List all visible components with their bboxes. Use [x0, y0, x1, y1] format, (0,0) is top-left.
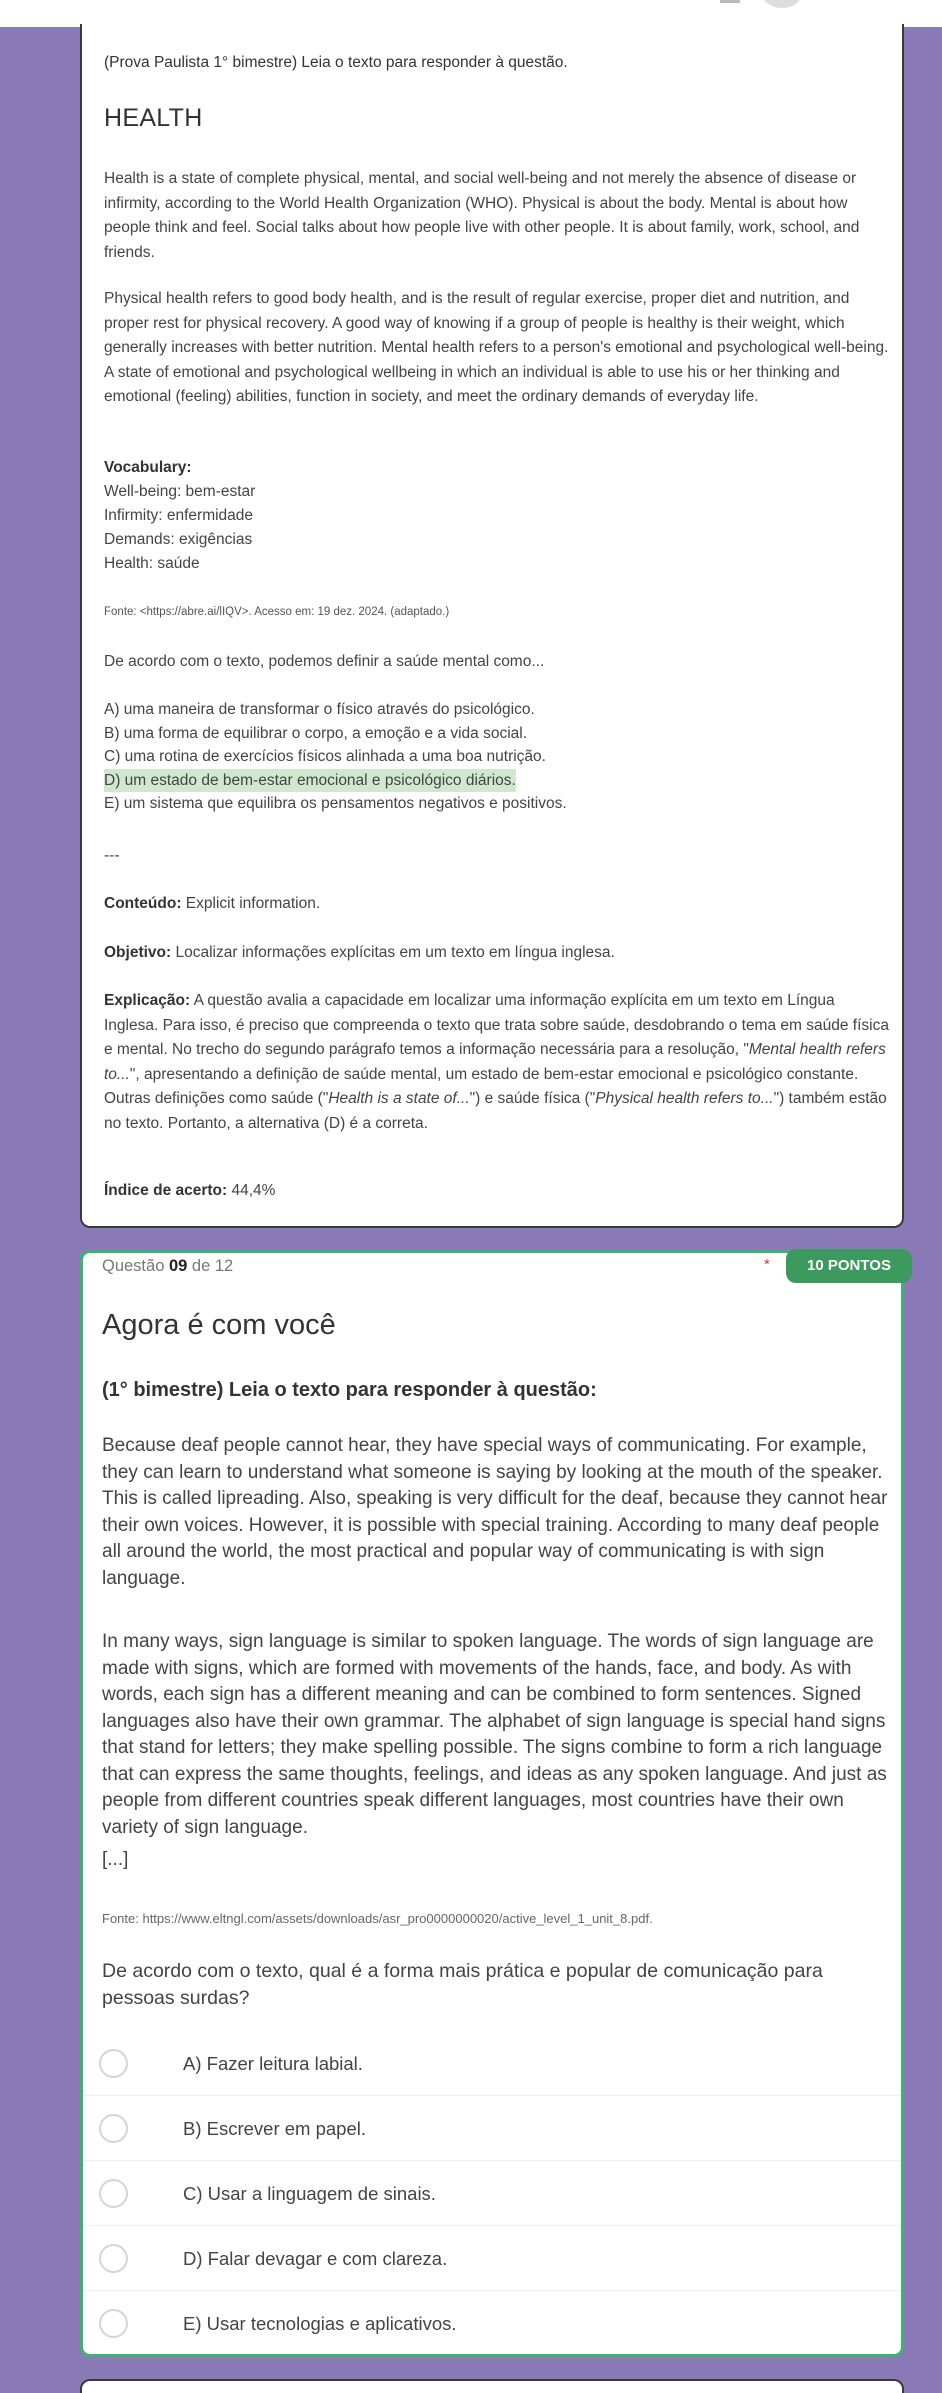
explanation-text: ") e saúde física (": [469, 1090, 596, 1107]
counter-prefix: Questão: [102, 1257, 169, 1275]
explanation-label: Explicação:: [104, 992, 191, 1009]
prev-question: De acordo com o texto, podemos definir a saúde mental como...: [104, 653, 545, 670]
radio-button[interactable]: [99, 2309, 128, 2338]
objective-value: Localizar informações explícitas em um texto em língua inglesa.: [171, 944, 615, 961]
content-line: [104, 892, 890, 917]
counter-number: 09: [168, 1257, 188, 1275]
counter-suffix: de 12: [187, 1257, 234, 1275]
answer-label: C) Usar a linguagem de sinais.: [183, 2183, 436, 2204]
vocabulary-item: Infirmity: enfermidade: [104, 507, 254, 524]
question-counter: [102, 1257, 233, 1276]
answer-label: D) Falar devagar e com clareza.: [183, 2248, 448, 2269]
answer-option-a[interactable]: [83, 2031, 901, 2096]
radio-button[interactable]: [99, 2244, 128, 2273]
answer-option-b[interactable]: [83, 2096, 901, 2161]
explanation-quote: Health is a state of...: [328, 1090, 470, 1107]
prev-source: Fonte: <https://abre.ai/lIQV>. Acesso em: 19 dez. 2024. (adaptado.): [104, 606, 450, 618]
vocabulary-list: [104, 456, 255, 576]
answer-option-d[interactable]: [83, 2226, 901, 2291]
required-mark: *: [764, 1256, 770, 1273]
explanation-text: ", apresentando a definição de saúde mental, um estado de bem-estar emocional e psicológico constante. Outras definições como saúde (": [104, 1065, 859, 1107]
explanation-text: A questão avalia a capacidade em localizar uma informação explícita em um texto em Língua Inglesa. Para isso, é preciso que compreenda o texto que trata sobre saúde, desdobrando o tema em saúde física e mental. No trecho do segundo parágrafo temos a informação necessária para a resolução, ": [104, 992, 889, 1058]
separator: ---: [104, 847, 120, 864]
vocabulary-item: Demands: exigências: [104, 531, 253, 548]
content-label: Conteúdo:: [104, 895, 182, 912]
prev-option-b: B) uma forma de equilibrar o corpo, a emoção e a vida social.: [104, 724, 528, 742]
explanation-quote: Mental health refers to...: [104, 1041, 886, 1083]
prev-paragraph-1: Health is a state of complete physical, mental, and social well-being and not merely the absence of disease or infirmity, according to the World Health Organization (WHO). Physical is about the body. Mental is about how people think and feel. Social talks about how people live with other people. It is about family, work, school, and friends.: [104, 170, 860, 261]
vocabulary-heading: Vocabulary:: [104, 459, 192, 476]
prev-heading: (Prova Paulista 1° bimestre) Leia o texto para responder à questão.: [104, 54, 568, 71]
prev-title: HEALTH: [104, 104, 203, 132]
accuracy-value: 44,4%: [227, 1182, 276, 1199]
question-paragraph-2: In many ways, sign language is similar to spoken language. The words of sign language are made with signs, which are formed with movements of the hands, face, and body. As with words, each sign has a different meaning and can be combined to form sentences. Signed languages also have their own grammar. The alphabet of sign language is special hand signs that stand for letters; they make spelling possible. The signs combine to form a rich language that can express the same thoughts, feelings, and ideas as any spoken language. And just as people from different countries speak different languages, most countries have their own variety of sign language.: [102, 1631, 887, 1838]
question-prompt: De acordo com o texto, qual é a forma mais prática e popular de comunicação para pessoas surdas?: [102, 1960, 823, 2009]
question-source: Fonte: https://www.eltngl.com/assets/downloads/asr_pro0000000020/active_level_1_unit_8.pdf.: [102, 1911, 653, 1926]
answer-label: A) Fazer leitura labial.: [183, 2053, 363, 2074]
accuracy-line: [104, 1179, 890, 1204]
menu-icon[interactable]: [720, 0, 740, 3]
current-question-card: [80, 1250, 904, 2357]
prev-option-a: A) uma maneira de transformar o físico através do psicológico.: [104, 701, 535, 718]
top-bar: [0, 0, 942, 27]
prev-option-c: C) uma rotina de exercícios físicos alinhada a uma boa nutrição.: [104, 748, 546, 765]
radio-button[interactable]: [99, 2179, 128, 2208]
radio-button[interactable]: [99, 2049, 128, 2078]
objective-label: Objetivo:: [104, 944, 172, 961]
vocabulary-item: Health: saúde: [104, 555, 200, 572]
content-value: Explicit information.: [181, 895, 321, 912]
explanation-quote: Physical health refers to...: [595, 1090, 774, 1107]
answer-label: E) Usar tecnologias e aplicativos.: [183, 2313, 457, 2334]
question-paragraph-1: Because deaf people cannot hear, they have special ways of communicating. For example, they can learn to understand what someone is saying by looking at the mouth of the speaker. This is called lipreading. Also, speaking is very difficult for the deaf, because they cannot hear their own voices. However, it is possible with special training. According to many deaf people all around the world, the most practical and popular way of communicating is with sign language.: [102, 1435, 888, 1589]
explanation-block: [104, 989, 890, 1136]
prev-paragraph-2: Physical health refers to good body health, and is the result of regular exercise, proper diet and nutrition, and proper rest for physical recovery. A good way of knowing if a group of people is healthy is their weight, which generally increases with better nutrition. Mental health refers to a person's emotional and psychological well-being. A state of emotional and psychological wellbeing in which an individual is able to use his or her thinking and emotional (feeling) abilities, function in society, and meet the ordinary demands of everyday life.: [104, 290, 889, 405]
prev-option-e: E) um sistema que equilibra os pensamentos negativos e positivos.: [104, 795, 567, 812]
prev-option-d-correct: D) um estado de bem-estar emocional e psicológico diários.: [104, 769, 516, 793]
previous-question-card: [80, 24, 904, 1228]
avatar[interactable]: [762, 0, 802, 8]
prev-options: [104, 698, 890, 816]
answer-label: B) Escrever em papel.: [183, 2118, 367, 2139]
points-badge: 10 PONTOS: [786, 1249, 912, 1283]
explanation-text: ") também estão no texto. Portanto, a alternativa (D) é a correta.: [104, 1090, 887, 1132]
answer-options: [83, 2031, 901, 2356]
objective-line: [104, 941, 890, 966]
vocabulary-item: Well-being: bem-estar: [104, 483, 256, 500]
answer-option-e[interactable]: [83, 2291, 901, 2356]
question-instruction: (1° bimestre) Leia o texto para responder à questão:: [102, 1379, 597, 1401]
question-ellipsis: [...]: [102, 1849, 129, 1870]
radio-button[interactable]: [99, 2114, 128, 2143]
answer-option-c[interactable]: [83, 2161, 901, 2226]
accuracy-label: Índice de acerto:: [104, 1182, 228, 1199]
question-title: Agora é com você: [102, 1309, 336, 1341]
next-question-card: [80, 2379, 904, 2393]
